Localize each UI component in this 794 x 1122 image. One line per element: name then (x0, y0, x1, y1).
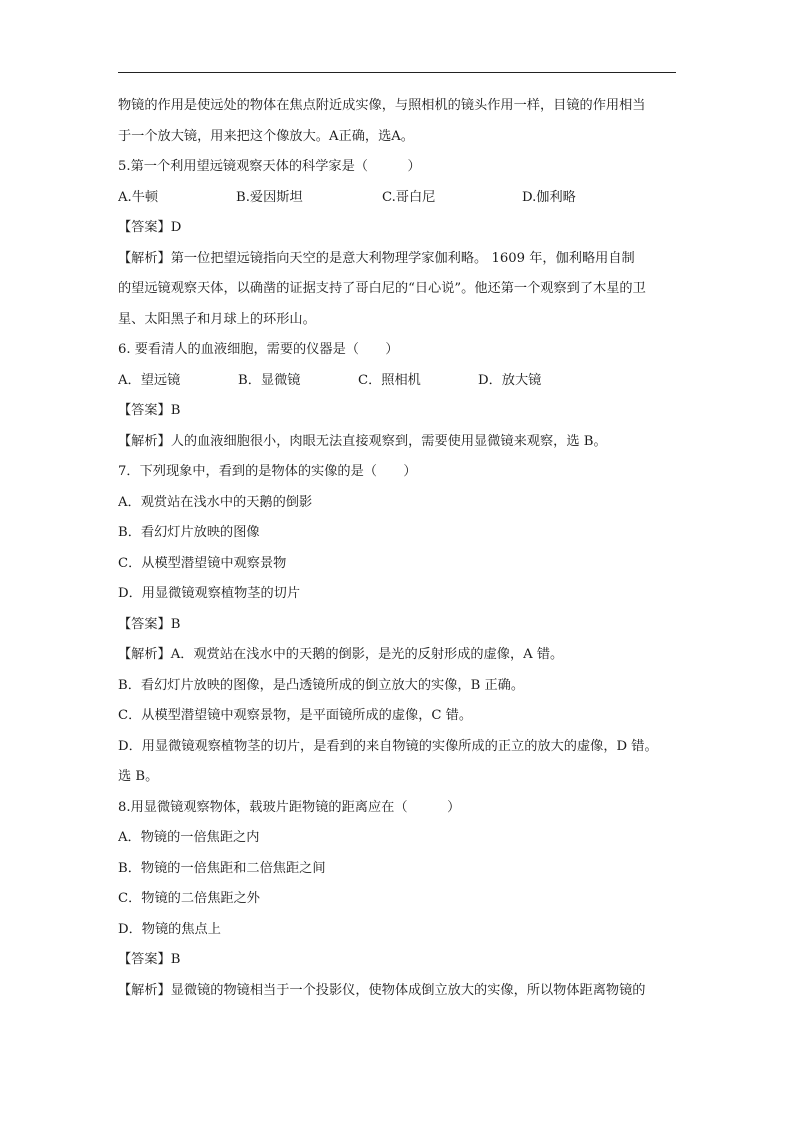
answer: 【答案】B (118, 403, 181, 418)
option-a: A．物镜的一倍焦距之内 (118, 830, 260, 845)
option-c: C．从模型潜望镜中观察景物 (118, 555, 287, 571)
analysis: 【解析】A．观赏站在浅水中的天鹅的倒影，是光的反射形成的虚像，A 错。 (118, 647, 564, 662)
question-6-options (118, 371, 680, 391)
answer: 【答案】B (118, 952, 181, 967)
analysis: 【解析】人的血液细胞很小，肉眼无法直接观察到，需要使用显微镜来观察，选 B。 (118, 433, 607, 449)
option-a: A．观赏站在浅水中的天鹅的倒影 (118, 494, 313, 510)
answer: 【答案】D (118, 220, 182, 235)
header-rule (118, 72, 676, 73)
text-line: 于一个放大镜，用来把这个像放大。A正确，选A。 (118, 128, 414, 144)
question-5: 5.第一个利用望远镜观察天体的科学家是（ ） (118, 159, 421, 174)
option-b: B.爱因斯坦 (236, 189, 303, 205)
option-b: B．看幻灯片放映的图像 (118, 525, 260, 540)
question-7: 7．下列现象中，看到的是物体的实像的是（ ） (118, 464, 417, 479)
option-b: B．显微镜 (238, 372, 301, 388)
option-a: A．望远镜 (118, 372, 181, 388)
answer: 【答案】B (118, 616, 181, 632)
analysis: 【解析】第一位把望远镜指向天空的是意大利物理学家伽利略。 1609 年，伽利略用自制 (118, 250, 635, 266)
analysis: B．看幻灯片放映的图像，是凸透镜所成的倒立放大的实像，B 正确。 (118, 677, 525, 693)
option-c: C．物镜的二倍焦距之外 (118, 891, 260, 906)
option-d: D．放大镜 (478, 372, 542, 388)
analysis: 的望远镜观察天体，以确凿的证据支持了哥白尼的“日心说”。他还第一个观察到了木星的卫 (118, 281, 646, 296)
option-c: C．照相机 (358, 372, 421, 388)
option-a: A.牛顿 (118, 189, 159, 205)
analysis: D．用显微镜观察植物茎的切片，是看到的来自物镜的实像所成的正立的放大的虚像，D 错。 (118, 738, 658, 754)
document-body (118, 96, 680, 1011)
analysis: C．从模型潜望镜中观察景物，是平面镜所成的虚像，C 错。 (118, 708, 473, 723)
analysis: 选 B。 (118, 769, 159, 784)
option-b: B．物镜的一倍焦距和二倍焦距之间 (118, 860, 326, 876)
analysis: 【解析】显微镜的物镜相当于一个投影仪，使物体成倒立放大的实像，所以物体距离物镜的 (118, 982, 646, 998)
question-8: 8.用显微镜观察物体，载玻片距物镜的距离应在（ ） (118, 799, 461, 815)
text-line: 物镜的作用是使远处的物体在焦点附近成实像，与照相机的镜头作用一样，目镜的作用相当 (118, 98, 646, 113)
option-d: D．用显微镜观察植物茎的切片 (118, 586, 301, 601)
question-5-options (118, 188, 680, 208)
option-c: C.哥白尼 (382, 189, 436, 205)
option-d: D.伽利略 (522, 189, 576, 205)
analysis: 星、太阳黑子和月球上的环形山。 (118, 311, 316, 327)
option-d: D．物镜的焦点上 (118, 921, 221, 937)
question-6: 6. 要看清人的血液细胞，需要的仪器是（ ） (118, 342, 399, 357)
